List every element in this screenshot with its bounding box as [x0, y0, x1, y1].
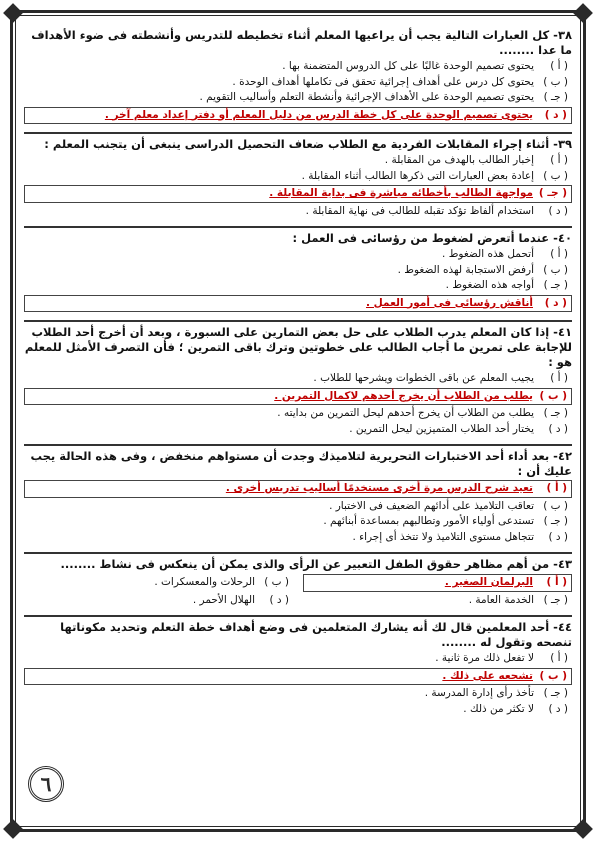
option-letter: ( أ ): [550, 652, 568, 664]
option-letter: ( ب ): [543, 499, 568, 512]
answer-option: [24, 422, 572, 438]
answer-option: [24, 686, 572, 702]
question-text: ٣٨- كل العبارات التالية يجب أن يراعيها المعلم أثناء تخطيطه للتدريس وأنشطته فى ضوء الأهداف ما عدا ........: [31, 28, 572, 57]
option-letter: ( أ ): [550, 60, 568, 72]
option-text: يحتوى تصميم الوحدة غالبًا على كل الدروس المتضمنة بها .: [282, 60, 534, 72]
option-text: يطلب من الطلاب أن يخرج أحدهم ليحل التمرين من بدايته .: [277, 407, 534, 419]
option-text: لا تفعل ذلك مرة ثانية .: [435, 652, 534, 664]
option-letter: ( د ): [544, 296, 567, 309]
answer-option: [24, 90, 572, 106]
question-block: [24, 28, 572, 128]
answer-option: [24, 204, 572, 220]
option-text: إعادة بعض العبارات التى ذكرها الطالب أثناء المقابلة .: [301, 169, 534, 182]
question-block: [24, 320, 572, 440]
options-list: [24, 247, 572, 312]
option-letter: ( د ): [548, 204, 568, 217]
correct-answer-option: [303, 574, 572, 592]
question-block: [24, 226, 572, 316]
options-list: [24, 153, 572, 219]
option-text: تعيد شرح الدرس مرة أخرى مستخدمًا أساليب تدريس أخرى .: [225, 482, 533, 494]
correct-answer-option: [24, 480, 572, 498]
option-text: الخدمة العامة .: [468, 593, 534, 606]
answer-option: [24, 406, 572, 422]
option-text: يحتوى تصميم الوحدة على كل خطة الدرس من دليل المعلم أو دفتر إعداد معلم آخر .: [104, 108, 533, 121]
option-text: الهلال الأحمر .: [192, 593, 255, 606]
options-list: [24, 651, 572, 717]
options-list: [24, 371, 572, 437]
question-text: ٤٣- من أهم مظاهر حقوق الطفل التعبير عن الرأى والذى يمكن أن ينعكس فى نشاط ........: [60, 557, 572, 571]
option-letter: ( ب ): [543, 75, 568, 88]
answer-option: [24, 499, 572, 515]
option-text: إخبار الطالب بالهدف من المقابلة .: [384, 154, 534, 166]
option-text: تتجاهل مستوى التلاميذ ولا تتخذ أى إجراء .: [352, 530, 534, 543]
option-letter: ( ب ): [539, 669, 567, 682]
options-list: [24, 573, 572, 608]
option-letter: ( جـ ): [543, 687, 568, 699]
question-block: [24, 552, 572, 611]
questions-list: [24, 28, 572, 724]
option-letter: ( د ): [548, 422, 568, 435]
answer-option: [24, 573, 293, 593]
option-letter: ( ب ): [539, 389, 567, 402]
option-letter: ( أ ): [546, 576, 567, 588]
question-text: ٣٩- أثناء إجراء المقابلات الفردية مع الطلاب ضعاف التحصيل الدراسى ينبغى أن يتجنب المعلم :: [44, 137, 572, 151]
correct-answer-option: [24, 388, 572, 406]
option-text: الرحلات والمعسكرات .: [154, 576, 255, 588]
option-text: تستدعى أولياء الأمور وتطالبهم بمساعدة أبنائهم .: [323, 515, 534, 527]
answer-option: [24, 75, 572, 91]
option-letter: ( ب ): [543, 169, 568, 182]
question-text: ٤٢- بعد أداء أحد الاختبارات التحريرية لتلاميذك وجدت أن مستواهم منخفض ، وفى هذه الحالة يجب عليك أن :: [30, 449, 572, 478]
options-list: [24, 59, 572, 124]
option-text: أتحمل هذه الضغوط .: [442, 248, 534, 260]
option-text: يطلب من الطلاب أن يخرج أحدهم لاكمال التمرين .: [274, 389, 533, 402]
option-text: أواجه هذه الضغوط .: [445, 279, 534, 291]
question-text: ٤١- إذا كان المعلم يدرب الطلاب على حل بعض التمارين على السبورة ، وبعد أن أخرج أحد الطلاب للإجابة على تمرين ما أجاب الطالب على خطوتين وترك باقى التمرين ؛ فأن التصرف الأمثل للمعلم هو :: [24, 325, 572, 369]
option-text: تشجعه على ذلك .: [442, 669, 533, 682]
option-letter: ( جـ ): [543, 91, 568, 103]
option-letter: ( أ ): [550, 248, 568, 260]
option-letter: ( جـ ): [543, 593, 568, 606]
option-text: البرلمان الصغير .: [444, 576, 533, 588]
correct-answer-option: [24, 185, 572, 203]
correct-answer-option: [24, 295, 572, 313]
option-letter: ( ب ): [264, 576, 289, 588]
option-text: أرفض الاستجابة لهذه الضغوط .: [397, 263, 534, 276]
answer-option: [24, 371, 572, 387]
option-text: تعاقب التلاميذ على أدائهم الضعيف فى الاختبار .: [329, 499, 534, 512]
answer-option: [24, 514, 572, 530]
option-letter: ( جـ ): [543, 279, 568, 291]
option-text: يختار أحد الطلاب المتميزين ليحل التمرين .: [349, 422, 534, 435]
question-block: [24, 615, 572, 720]
option-text: يحتوى تصميم الوحدة على الأهداف الإجرائية وأنشطة التعلم وأساليب التقويم .: [199, 91, 534, 103]
answer-option: [24, 702, 572, 718]
answer-option: [24, 593, 293, 609]
question-text: ٤٠- عندما أتعرض لضغوط من رؤسائى فى العمل :: [292, 231, 572, 245]
option-text: يحتوى كل درس على أهداف إجرائية تحقق فى تكاملها أهداف الوحدة .: [232, 75, 534, 88]
page-number-badge: ٦: [28, 766, 64, 802]
option-text: لا تكثر من ذلك .: [463, 702, 534, 715]
question-block: [24, 444, 572, 548]
correct-answer-option: [24, 668, 572, 686]
option-letter: ( أ ): [550, 372, 568, 384]
option-letter: ( د ): [544, 108, 567, 121]
option-letter: ( أ ): [550, 154, 568, 166]
option-text: تأخذ رأى إدارة المدرسة .: [424, 687, 534, 699]
option-text: مواجهة الطالب بأخطائه مباشرة فى بداية المقابلة .: [269, 187, 533, 199]
option-letter: ( أ ): [546, 482, 567, 494]
option-text: استخدام ألفاظ تؤكد تقبله للطالب فى نهاية المقابلة .: [305, 204, 534, 217]
option-text: يجيب المعلم عن باقى الخطوات ويشرحها للطلاب .: [313, 372, 534, 384]
option-letter: ( جـ ): [543, 407, 568, 419]
answer-option: [24, 530, 572, 546]
question-text: ٤٤- أحد المعلمين قال لك أنه يشارك المتعلمين فى وضع أهداف خطة التعلم وتحديد مكوناتها تنصحه وتقول له ........: [60, 620, 572, 649]
answer-option: [24, 59, 572, 75]
option-letter: ( د ): [269, 593, 289, 606]
option-letter: ( د ): [548, 702, 568, 715]
answer-option: [24, 263, 572, 279]
answer-option: [24, 247, 572, 263]
answer-option: [24, 651, 572, 667]
answer-option: [303, 593, 572, 609]
answer-option: [24, 153, 572, 169]
answer-option: [24, 278, 572, 294]
option-text: أناقش رؤسائى فى أمور العمل .: [366, 296, 533, 309]
options-list: [24, 480, 572, 545]
option-letter: ( جـ ): [543, 515, 568, 527]
option-letter: ( ب ): [543, 263, 568, 276]
option-letter: ( د ): [548, 530, 568, 543]
option-letter: ( جـ ): [538, 187, 567, 199]
correct-answer-option: [24, 107, 572, 125]
question-block: [24, 132, 572, 222]
answer-option: [24, 169, 572, 185]
